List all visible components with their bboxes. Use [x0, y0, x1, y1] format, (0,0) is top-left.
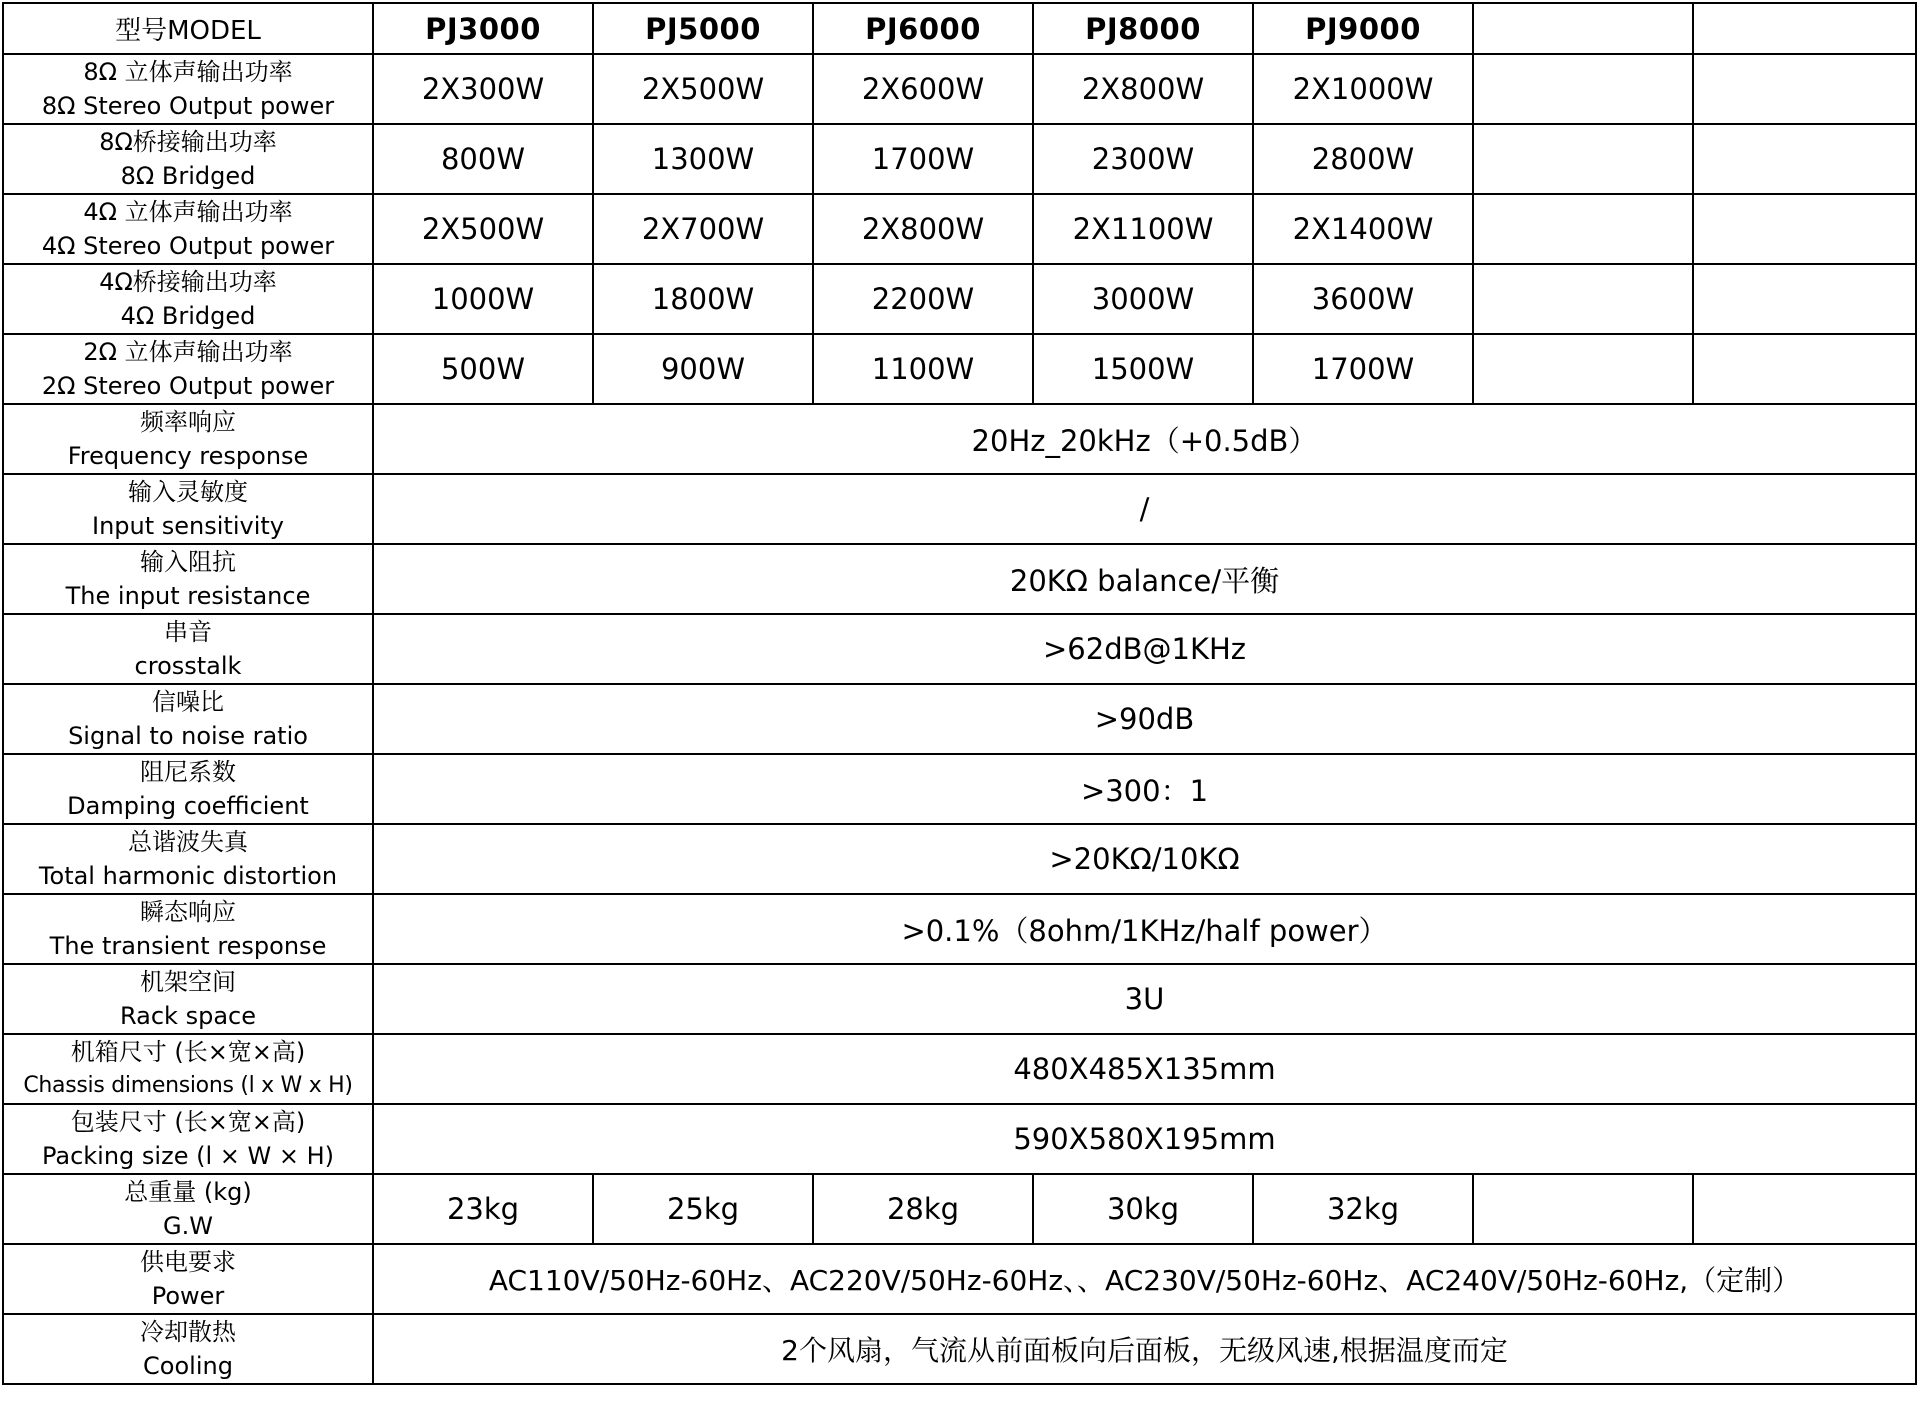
merged-value-cell: AC110V/50Hz-60Hz、AC220V/50Hz-60Hz、、AC230V/50Hz-60Hz、AC240V/50Hz-60Hz,（定制） [373, 1244, 1916, 1314]
row-label [3, 194, 373, 264]
merged-value-cell: 2个风扇，气流从前面板向后面板，无级风速,根据温度而定 [373, 1314, 1916, 1384]
row-label-en: G.W [163, 1212, 213, 1240]
row-label [3, 54, 373, 124]
row-label-en: Total harmonic distortion [38, 862, 338, 890]
value-cell [1473, 264, 1693, 334]
merged-value-cell: >62dB@1KHz [373, 614, 1916, 684]
value-cell [1693, 334, 1916, 404]
row-label-en: The transient response [49, 932, 327, 960]
value-cell: 2200W [813, 264, 1033, 334]
value-cell: 2X1100W [1033, 194, 1253, 264]
value-cell: 2300W [1033, 124, 1253, 194]
value-cell: 1300W [593, 124, 813, 194]
value-cell [1693, 264, 1916, 334]
row-label-zh: 瞬态响应 [140, 898, 236, 926]
value-cell: 2X700W [593, 194, 813, 264]
row-label-zh: 机箱尺寸 (长×宽×高) [70, 1038, 306, 1066]
row-label-en: Rack space [120, 1002, 256, 1030]
value-cell: 500W [373, 334, 593, 404]
merged-value-cell: >20KΩ/10KΩ [373, 824, 1916, 894]
row-label-en: Frequency response [67, 442, 309, 470]
row-label-en: 8Ω Bridged [120, 162, 256, 190]
value-cell: 30kg [1033, 1174, 1253, 1244]
spec-row-frequency-response [3, 404, 1916, 474]
row-label-zh: 总谐波失真 [128, 828, 248, 856]
spec-row-transient [3, 894, 1916, 964]
model-header-pj9000: PJ9000 [1253, 3, 1473, 54]
row-label-zh: 4Ω 立体声输出功率 [83, 198, 293, 226]
row-label-zh: 2Ω 立体声输出功率 [83, 338, 293, 366]
spec-row-rack-space [3, 964, 1916, 1034]
value-cell: 2X600W [813, 54, 1033, 124]
model-label-cell: 型号MODEL [3, 3, 373, 54]
value-cell: 2X500W [373, 194, 593, 264]
row-label [3, 264, 373, 334]
model-header-pj8000: PJ8000 [1033, 3, 1253, 54]
value-cell [1693, 194, 1916, 264]
merged-value-cell: >90dB [373, 684, 1916, 754]
value-cell: 900W [593, 334, 813, 404]
spec-row-input-resistance [3, 544, 1916, 614]
row-label [3, 964, 373, 1034]
model-header-empty-1 [1473, 3, 1693, 54]
spec-row-thd [3, 824, 1916, 894]
row-label-en: 4Ω Bridged [120, 302, 256, 330]
value-cell: 2X1400W [1253, 194, 1473, 264]
row-label-en: The input resistance [65, 582, 311, 610]
model-header-pj5000: PJ5000 [593, 3, 813, 54]
value-cell: 1800W [593, 264, 813, 334]
spec-row-input-sensitivity [3, 474, 1916, 544]
value-cell: 1700W [813, 124, 1033, 194]
row-label-zh: 包装尺寸 (长×宽×高) [70, 1108, 306, 1136]
spec-row-chassis-dimensions [3, 1034, 1916, 1104]
row-label [3, 754, 373, 824]
row-label [3, 824, 373, 894]
value-cell: 32kg [1253, 1174, 1473, 1244]
value-cell: 800W [373, 124, 593, 194]
value-cell [1473, 1174, 1693, 1244]
row-label [3, 894, 373, 964]
row-label-en: Chassis dimensions (l x W x H) [23, 1073, 353, 1098]
row-label [3, 1034, 373, 1104]
value-cell [1693, 54, 1916, 124]
value-cell: 25kg [593, 1174, 813, 1244]
row-label-zh: 阻尼系数 [140, 758, 236, 786]
row-label-zh: 8Ω 立体声输出功率 [83, 58, 293, 86]
value-cell [1473, 194, 1693, 264]
row-label [3, 1244, 373, 1314]
row-label-en: Signal to noise ratio [68, 722, 308, 750]
value-cell: 2X1000W [1253, 54, 1473, 124]
row-label [3, 614, 373, 684]
model-header-pj6000: PJ6000 [813, 3, 1033, 54]
merged-value-cell: 3U [373, 964, 1916, 1034]
row-label [3, 124, 373, 194]
row-label-en: crosstalk [134, 652, 242, 680]
row-label-zh: 信噪比 [152, 688, 224, 716]
row-label [3, 1174, 373, 1244]
merged-value-cell: 590X580X195mm [373, 1104, 1916, 1174]
value-cell: 2800W [1253, 124, 1473, 194]
spec-row-4ohm-bridged [3, 264, 1916, 334]
row-label [3, 544, 373, 614]
row-label-en: Power [151, 1282, 225, 1310]
value-cell: 28kg [813, 1174, 1033, 1244]
row-label [3, 334, 373, 404]
value-cell [1473, 124, 1693, 194]
merged-value-cell: / [373, 474, 1916, 544]
spec-row-8ohm-stereo [3, 54, 1916, 124]
row-label-zh: 频率响应 [140, 408, 236, 436]
row-label [3, 404, 373, 474]
row-label-en: Damping coefficient [67, 792, 309, 820]
row-label [3, 1314, 373, 1384]
value-cell: 1700W [1253, 334, 1473, 404]
row-label-zh: 串音 [164, 618, 212, 646]
value-cell [1473, 54, 1693, 124]
spec-row-cooling [3, 1314, 1916, 1384]
row-label-en: Input sensitivity [92, 512, 284, 540]
value-cell: 1500W [1033, 334, 1253, 404]
spec-row-4ohm-stereo [3, 194, 1916, 264]
value-cell: 2X300W [373, 54, 593, 124]
header-row [3, 3, 1916, 54]
value-cell: 2X800W [813, 194, 1033, 264]
spec-row-gross-weight [3, 1174, 1916, 1244]
value-cell: 3000W [1033, 264, 1253, 334]
spec-row-power [3, 1244, 1916, 1314]
merged-value-cell: >0.1%（8ohm/1KHz/half power） [373, 894, 1916, 964]
merged-value-cell: 20Hz_20kHz（+0.5dB） [373, 404, 1916, 474]
row-label [3, 684, 373, 754]
row-label-zh: 机架空间 [140, 968, 236, 996]
row-label-zh: 输入阻抗 [140, 548, 236, 576]
value-cell: 2X500W [593, 54, 813, 124]
row-label-en: 2Ω Stereo Output power [41, 372, 335, 400]
row-label-en: Packing size (l × W × H) [41, 1142, 334, 1170]
spec-row-crosstalk [3, 614, 1916, 684]
spec-table [2, 2, 1917, 1385]
spec-row-snr [3, 684, 1916, 754]
spec-row-packing-size [3, 1104, 1916, 1174]
row-label-zh: 冷却散热 [140, 1318, 236, 1346]
value-cell: 3600W [1253, 264, 1473, 334]
row-label-zh: 总重量 (kg) [124, 1178, 252, 1206]
spec-row-2ohm-stereo [3, 334, 1916, 404]
row-label-en: 8Ω Stereo Output power [41, 92, 335, 120]
value-cell: 23kg [373, 1174, 593, 1244]
row-label [3, 1104, 373, 1174]
value-cell: 1100W [813, 334, 1033, 404]
row-label-en: 4Ω Stereo Output power [41, 232, 335, 260]
row-label-zh: 供电要求 [140, 1248, 236, 1276]
merged-value-cell: 20KΩ balance/平衡 [373, 544, 1916, 614]
value-cell [1693, 1174, 1916, 1244]
model-header-empty-2 [1693, 3, 1916, 54]
merged-value-cell: >300：1 [373, 754, 1916, 824]
row-label-zh: 4Ω桥接输出功率 [99, 268, 277, 296]
value-cell [1693, 124, 1916, 194]
row-label-zh: 输入灵敏度 [128, 478, 248, 506]
value-cell: 2X800W [1033, 54, 1253, 124]
spec-row-damping [3, 754, 1916, 824]
value-cell: 1000W [373, 264, 593, 334]
spec-row-8ohm-bridged [3, 124, 1916, 194]
row-label-en: Cooling [143, 1352, 233, 1380]
row-label-zh: 8Ω桥接输出功率 [99, 128, 277, 156]
value-cell [1473, 334, 1693, 404]
model-header-pj3000: PJ3000 [373, 3, 593, 54]
merged-value-cell: 480X485X135mm [373, 1034, 1916, 1104]
row-label [3, 474, 373, 544]
